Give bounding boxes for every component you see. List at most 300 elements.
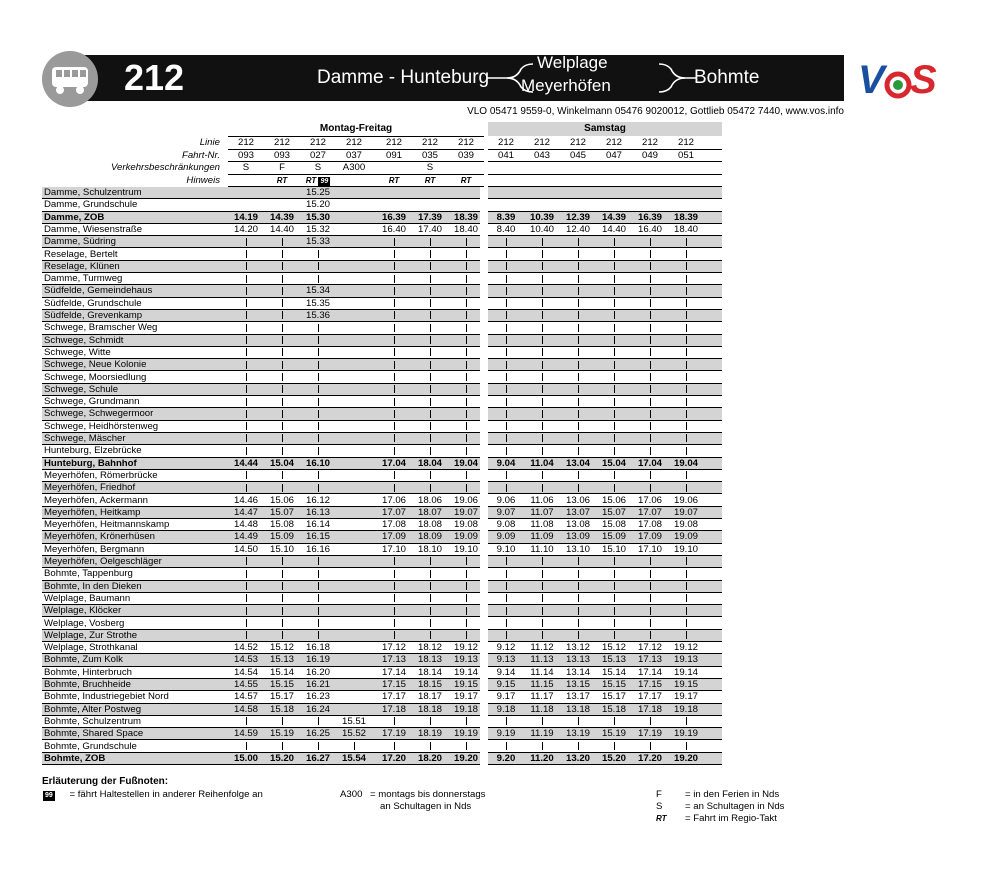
time-cell: 19.15: [673, 679, 698, 690]
time-cell: 19.14: [453, 666, 478, 678]
time-cell: [376, 716, 412, 728]
header-hinweis-cell: [448, 175, 484, 188]
footnote-f-key: F: [656, 789, 662, 800]
time-cell: [412, 310, 448, 322]
time-cell: [488, 310, 524, 322]
time-cell: [264, 630, 300, 642]
time-cell: [488, 445, 524, 457]
time-cell: [632, 421, 668, 433]
table-row: [42, 593, 722, 605]
time-cell: [632, 630, 668, 642]
time-cell: [524, 421, 560, 433]
time-cell: 15.36: [305, 310, 330, 321]
header-linie-cell: 212: [497, 137, 514, 148]
time-cell: [524, 310, 560, 322]
time-cell: [376, 298, 412, 310]
time-cell: [412, 482, 448, 494]
footnote-f-text: = in den Ferien in Nds: [685, 789, 780, 800]
table-row: [42, 359, 722, 371]
time-cell: [264, 322, 300, 334]
time-cell: [448, 261, 484, 273]
time-cell: 17.10: [381, 543, 406, 555]
header-fahrt-cell: 035: [421, 149, 438, 161]
stop-name: Schwege, Grundmann: [44, 396, 140, 408]
header-linie-cell: 212: [677, 137, 694, 148]
time-cell: [632, 445, 668, 457]
time-cell: [668, 285, 704, 297]
time-cell: 19.08: [673, 519, 698, 531]
time-cell: [668, 716, 704, 728]
time-cell: 19.20: [453, 752, 478, 764]
time-cell: [412, 605, 448, 617]
time-cell: [632, 482, 668, 494]
time-cell: [560, 236, 596, 248]
header-restr-cell: S: [314, 162, 322, 173]
stop-name: Welplage, Zur Strothe: [44, 629, 138, 641]
route-branch-lower: Meyerhöfen: [521, 76, 611, 95]
time-cell: [412, 359, 448, 371]
time-cell: [596, 298, 632, 310]
bus-icon: [42, 51, 98, 107]
time-cell: 13.09: [565, 531, 590, 543]
time-cell: [560, 310, 596, 322]
time-cell: [376, 581, 412, 593]
time-cell: [376, 335, 412, 347]
time-cell: 15.09: [269, 531, 294, 543]
time-cell: [596, 556, 632, 568]
time-cell: [264, 605, 300, 617]
time-cell: 18.20: [417, 752, 442, 764]
table-row: [42, 667, 722, 679]
header-label-restr: Verkehrsbeschränkungen: [111, 162, 220, 173]
time-cell: [596, 273, 632, 285]
time-cell: [524, 556, 560, 568]
time-cell: [560, 347, 596, 359]
time-cell: [300, 581, 336, 593]
time-cell: 13.17: [565, 691, 590, 703]
time-cell: 16.18: [305, 642, 330, 654]
stop-name: Südfelde, Gemeindehaus: [44, 285, 153, 297]
time-cell: [632, 285, 668, 297]
time-cell: [488, 618, 524, 630]
time-cell: 14.46: [233, 494, 258, 506]
time-cell: [632, 310, 668, 322]
time-cell: [264, 741, 300, 753]
time-cell: [488, 421, 524, 433]
time-cell: 17.18: [637, 703, 662, 715]
time-cell: [560, 593, 596, 605]
contact-info: VLO 05471 9559-0, Winkelmann 05476 9020012, Gottlieb 05472 7440, www.vos.info: [467, 106, 844, 117]
time-cell: [668, 236, 704, 248]
header-hinweis-cell: [376, 175, 412, 188]
time-cell: [596, 384, 632, 396]
time-cell: [376, 273, 412, 285]
time-cell: [412, 470, 448, 482]
time-cell: [228, 593, 264, 605]
time-cell: [228, 605, 264, 617]
time-cell: [596, 581, 632, 593]
time-cell: [448, 236, 484, 248]
time-cell: 17.15: [381, 679, 406, 690]
table-row: [42, 728, 722, 740]
time-cell: [376, 605, 412, 617]
time-cell: [524, 285, 560, 297]
stop-name: Damme, Südring: [44, 236, 116, 248]
time-cell: 17.09: [637, 531, 662, 543]
time-cell: 17.14: [381, 666, 406, 678]
time-cell: [524, 618, 560, 630]
time-cell: [668, 433, 704, 445]
time-cell: [412, 384, 448, 396]
stop-name: Bohmte, Hinterbruch: [44, 666, 132, 678]
table-row: [42, 470, 722, 482]
time-cell: [560, 408, 596, 420]
time-cell: 17.12: [637, 642, 662, 654]
time-cell: [560, 384, 596, 396]
time-cell: [488, 556, 524, 568]
time-cell: 16.39: [381, 211, 406, 223]
time-cell: [596, 285, 632, 297]
time-cell: 14.54: [233, 666, 258, 678]
time-cell: 19.14: [673, 666, 698, 678]
header-label-fahrt: Fahrt-Nr.: [181, 149, 220, 161]
time-cell: [524, 384, 560, 396]
table-row: [42, 531, 722, 543]
time-cell: [596, 335, 632, 347]
time-cell: [264, 433, 300, 445]
table-row: [42, 691, 722, 703]
table-row: [42, 630, 722, 642]
time-cell: [264, 396, 300, 408]
time-cell: [376, 568, 412, 580]
time-cell: [560, 568, 596, 580]
header-linie-cell: 212: [273, 137, 290, 148]
rt-icon: RT 99: [305, 175, 329, 185]
table-row: [42, 285, 722, 297]
time-cell: [632, 273, 668, 285]
time-cell: [596, 261, 632, 273]
time-cell: [264, 384, 300, 396]
time-cell: [632, 261, 668, 273]
time-cell: 11.04: [530, 457, 554, 469]
time-cell: 11.20: [530, 752, 554, 764]
time-cell: 9.15: [496, 679, 516, 690]
time-cell: [632, 359, 668, 371]
time-cell: [376, 372, 412, 384]
group-saturday: Samstag: [488, 122, 722, 136]
time-cell: 9.10: [496, 543, 516, 555]
table-row: [42, 396, 722, 408]
time-cell: [560, 716, 596, 728]
stop-name: Bohmte, Bruchheide: [44, 679, 131, 690]
time-cell: [524, 630, 560, 642]
time-cell: 15.54: [341, 752, 366, 764]
time-cell: [524, 396, 560, 408]
time-cell: [412, 568, 448, 580]
time-cell: [264, 618, 300, 630]
time-cell: 15.35: [305, 297, 330, 309]
time-cell: [448, 630, 484, 642]
time-cell: [228, 618, 264, 630]
time-cell: [412, 433, 448, 445]
time-cell: 13.18: [565, 703, 590, 715]
time-cell: [228, 421, 264, 433]
time-cell: 19.17: [453, 691, 478, 703]
time-cell: 15.18: [269, 703, 294, 715]
time-cell: [228, 384, 264, 396]
time-cell: [524, 482, 560, 494]
footnote-s-text: = an Schultagen in Nds: [685, 801, 785, 812]
timetable-header: [42, 51, 844, 107]
time-cell: 19.19: [453, 728, 478, 740]
time-cell: [228, 568, 264, 580]
time-cell: 15.13: [601, 654, 626, 666]
time-cell: [448, 384, 484, 396]
table-row: [42, 236, 722, 248]
time-cell: [488, 384, 524, 396]
table-row: [42, 372, 722, 384]
time-cell: [488, 347, 524, 359]
stop-name: Reselage, Klünen: [44, 260, 120, 272]
time-cell: [488, 335, 524, 347]
time-cell: 13.13: [565, 654, 590, 666]
time-cell: 15.33: [305, 236, 330, 248]
svg-text:S: S: [910, 58, 937, 102]
time-cell: 18.15: [417, 679, 442, 690]
time-cell: 9.08: [496, 519, 516, 531]
time-cell: 15.07: [269, 506, 294, 518]
time-cell: [488, 236, 524, 248]
time-cell: 15.09: [601, 531, 626, 543]
footnote-99-box: 99: [45, 792, 53, 799]
time-cell: 14.47: [233, 506, 258, 518]
time-cell: [448, 581, 484, 593]
time-cell: [300, 322, 336, 334]
time-cell: 15.12: [269, 642, 294, 654]
time-cell: [596, 421, 632, 433]
table-row: [42, 249, 722, 261]
time-cell: [524, 408, 560, 420]
time-cell: 11.15: [530, 679, 554, 690]
header-row-linie: [42, 137, 722, 150]
time-cell: [264, 408, 300, 420]
stop-name: Welplage, Strothkanal: [44, 642, 138, 654]
time-cell: 16.12: [305, 494, 330, 506]
time-cell: [668, 298, 704, 310]
time-cell: [264, 716, 300, 728]
time-cell: [596, 630, 632, 642]
time-cell: [560, 359, 596, 371]
time-cell: [412, 249, 448, 261]
table-row: [42, 273, 722, 285]
time-cell: [228, 433, 264, 445]
time-cell: 11.12: [530, 642, 554, 654]
time-cell: [300, 741, 336, 753]
time-cell: 13.04: [565, 457, 590, 469]
time-cell: [668, 273, 704, 285]
time-cell: 16.39: [637, 211, 662, 223]
time-cell: [668, 249, 704, 261]
stop-name: Schwege, Schmidt: [44, 334, 124, 346]
time-cell: 11.18: [530, 703, 554, 715]
time-cell: [376, 249, 412, 261]
table-row: [42, 421, 722, 433]
time-cell: [524, 273, 560, 285]
time-cell: 9.04: [496, 457, 516, 469]
time-cell: [524, 445, 560, 457]
time-cell: [596, 322, 632, 334]
time-cell: 11.06: [530, 494, 554, 506]
header-fahrt-cell: 043: [533, 149, 550, 161]
time-cell: 17.04: [637, 457, 662, 469]
time-cell: 18.13: [417, 654, 442, 666]
time-cell: 17.17: [637, 691, 662, 703]
time-cell: 17.13: [637, 654, 662, 666]
time-cell: [264, 581, 300, 593]
table-row: [42, 224, 722, 236]
header-restr-cell: S: [426, 162, 434, 173]
time-cell: [632, 605, 668, 617]
time-cell: 19.20: [673, 752, 698, 764]
stop-name: Bohmte, Alter Postweg: [44, 703, 142, 715]
time-cell: 8.39: [496, 211, 516, 223]
time-cell: [488, 716, 524, 728]
time-cell: [668, 347, 704, 359]
time-cell: [300, 347, 336, 359]
time-cell: [524, 261, 560, 273]
time-cell: [560, 298, 596, 310]
stop-name: Schwege, Heidhörstenweg: [44, 420, 159, 432]
time-cell: 15.32: [305, 223, 330, 235]
time-cell: 11.07: [530, 506, 554, 518]
time-cell: [560, 556, 596, 568]
header-fahrt-cell: 027: [309, 149, 326, 161]
time-cell: [264, 310, 300, 322]
stop-name: Schwege, Bramscher Weg: [44, 322, 158, 334]
time-cell: 19.07: [453, 506, 478, 518]
time-cell: [228, 470, 264, 482]
time-cell: [524, 470, 560, 482]
vos-logo: [858, 55, 938, 105]
time-cell: [228, 445, 264, 457]
footnote-a300-key: A300: [340, 789, 363, 800]
time-cell: 17.39: [417, 211, 442, 223]
time-cell: [596, 445, 632, 457]
time-cell: [560, 322, 596, 334]
time-cell: 19.09: [453, 531, 478, 543]
table-row: [42, 261, 722, 273]
time-cell: 15.08: [269, 519, 294, 531]
time-cell: [632, 716, 668, 728]
time-cell: 15.25: [305, 187, 330, 198]
stop-name: Welplage, Klöcker: [44, 605, 122, 617]
stop-name: Welplage, Baumann: [44, 592, 131, 604]
time-cell: 19.18: [453, 703, 478, 715]
stop-name: Hunteburg, Elzebrücke: [44, 445, 142, 457]
time-cell: [264, 298, 300, 310]
line-number: 212: [124, 57, 185, 98]
time-cell: 14.44: [233, 457, 258, 469]
time-cell: 14.40: [601, 223, 626, 235]
table-row: [42, 322, 722, 334]
time-cell: 17.19: [381, 728, 406, 740]
time-cell: [596, 716, 632, 728]
time-cell: [560, 618, 596, 630]
time-cell: [668, 470, 704, 482]
time-cell: [300, 335, 336, 347]
header-linie-cell: 212: [569, 137, 586, 148]
time-cell: [632, 433, 668, 445]
time-cell: [264, 470, 300, 482]
time-cell: 18.09: [417, 531, 442, 543]
time-cell: 17.04: [381, 457, 406, 469]
table-row: [42, 199, 722, 211]
time-cell: 15.10: [601, 543, 626, 555]
time-cell: 19.06: [453, 494, 478, 506]
table-row: [42, 298, 722, 310]
time-cell: 15.04: [269, 457, 294, 469]
time-cell: 18.14: [417, 666, 442, 678]
time-cell: [488, 322, 524, 334]
time-cell: [376, 310, 412, 322]
time-cell: [596, 482, 632, 494]
time-cell: [412, 618, 448, 630]
time-cell: 14.58: [233, 703, 258, 715]
time-cell: [376, 630, 412, 642]
table-row: [42, 568, 722, 580]
time-cell: 9.14: [496, 666, 516, 678]
time-cell: [300, 396, 336, 408]
time-cell: 14.39: [269, 211, 294, 223]
stop-name: Meyerhöfen, Heitkamp: [44, 506, 141, 518]
time-cell: [560, 605, 596, 617]
time-cell: 14.20: [233, 223, 258, 235]
time-cell: [560, 581, 596, 593]
time-cell: [228, 482, 264, 494]
table-row: [42, 458, 722, 470]
time-cell: [632, 593, 668, 605]
table-row: [42, 741, 722, 753]
time-cell: [488, 581, 524, 593]
time-cell: 11.17: [530, 691, 554, 703]
time-cell: [448, 470, 484, 482]
time-cell: 15.14: [269, 666, 294, 678]
time-cell: [448, 273, 484, 285]
time-cell: 19.09: [673, 531, 698, 543]
time-cell: [668, 581, 704, 593]
time-cell: 19.18: [673, 703, 698, 715]
time-cell: [448, 310, 484, 322]
time-cell: 15.51: [341, 715, 366, 727]
stop-name: Damme, Turmweg: [44, 273, 123, 285]
time-cell: 15.13: [269, 654, 294, 666]
time-cell: [300, 249, 336, 261]
time-cell: [560, 273, 596, 285]
route-end: Bohmte: [694, 67, 760, 88]
time-cell: 14.19: [233, 211, 258, 223]
stop-name: Meyerhöfen, Ackermann: [44, 494, 148, 506]
time-cell: [376, 236, 412, 248]
time-cell: 9.07: [496, 506, 516, 518]
time-cell: 15.52: [341, 728, 366, 740]
time-cell: 18.19: [417, 728, 442, 740]
time-cell: [524, 433, 560, 445]
time-cell: 18.04: [417, 457, 442, 469]
time-cell: [448, 445, 484, 457]
time-cell: 13.20: [565, 752, 590, 764]
time-cell: [264, 261, 300, 273]
time-cell: 16.14: [305, 519, 330, 531]
